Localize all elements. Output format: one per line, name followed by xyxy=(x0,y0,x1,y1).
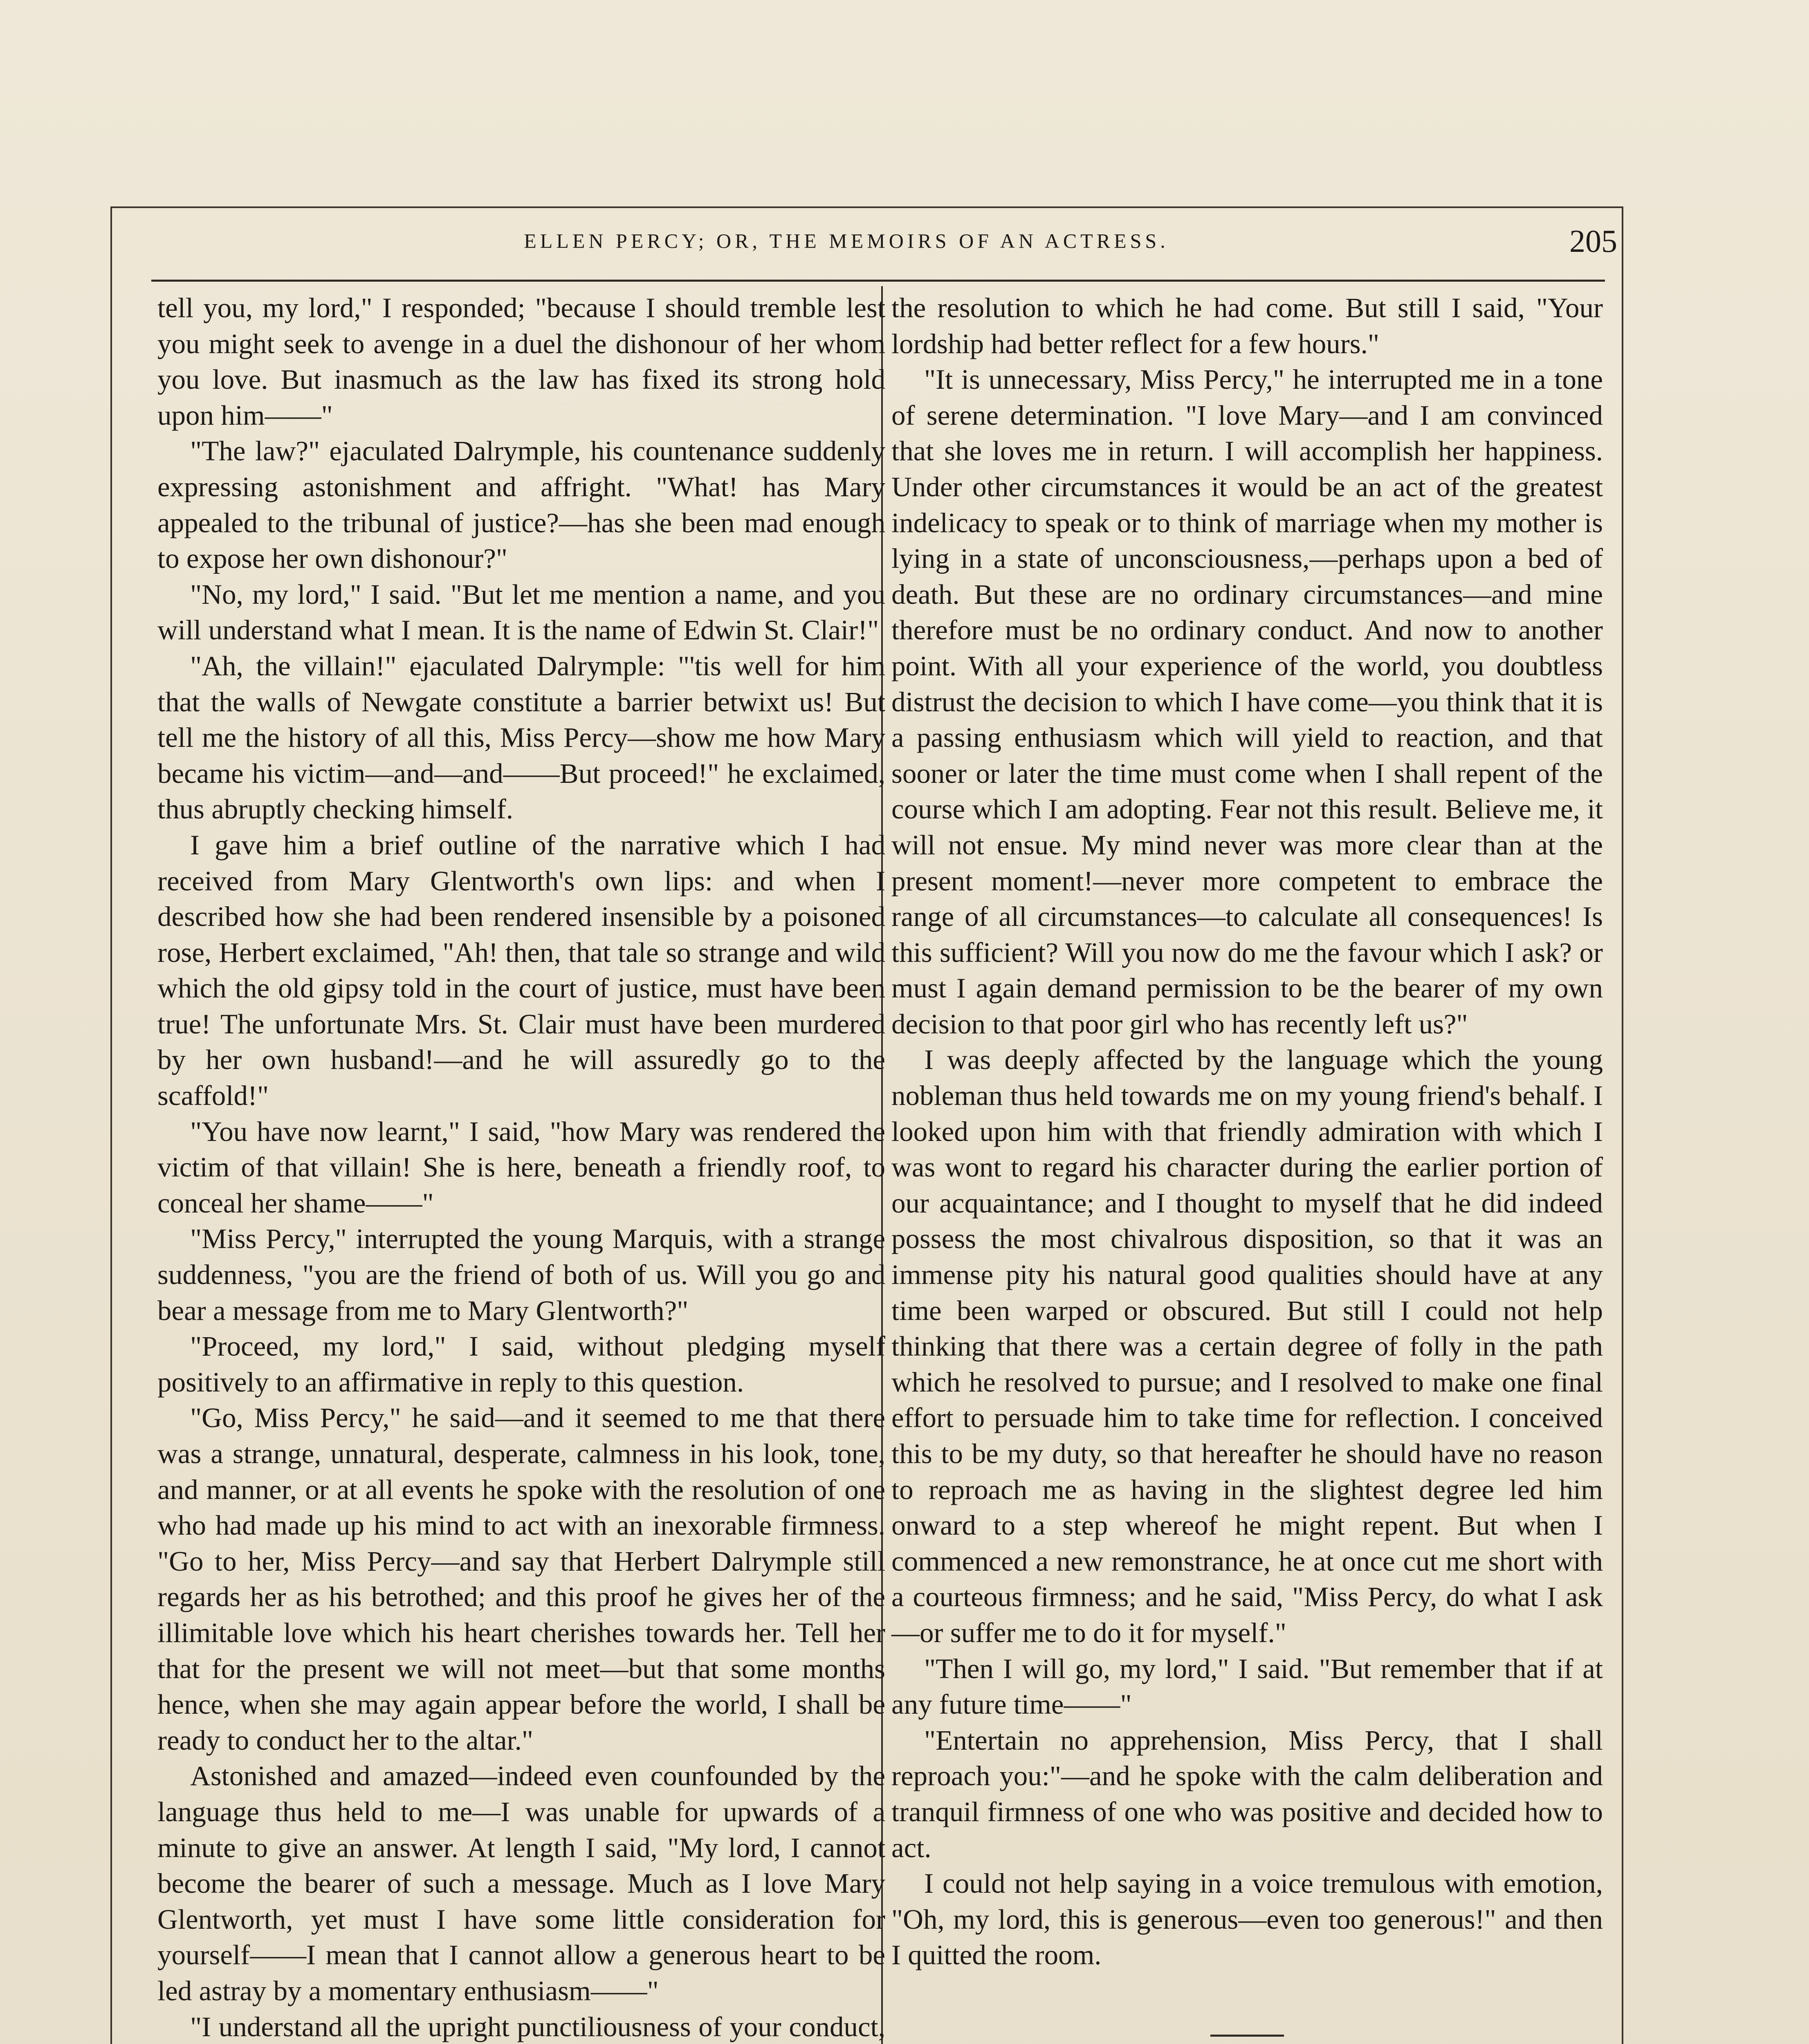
page-border-top xyxy=(110,206,1623,208)
paragraph: "You have now learnt," I said, "how Mary was rendered the victim of that villain! She is here, beneath a friendly roof, to conceal her shame——" xyxy=(157,1116,885,1219)
paragraph: "Entertain no apprehension, Miss Percy, that I shall reproach you:"—and he spoke with the calm deliberation and tranquil firmness of one who was positive and decided how to act. xyxy=(891,1724,1603,1863)
right-column xyxy=(891,290,1603,2044)
section-break-rule xyxy=(1210,2035,1284,2037)
paragraph: I was deeply affected by the language which the young nobleman thus held towards me on my young friend's behalf. I looked upon him with that friendly admiration with which I was wont to regard his character during the earlier portion of our acquaintance; and I thought to myself that he did indeed possess the most chivalrous disposition, so that it was an immense pity his natural good qualities should have at any time been warped or obscured. But still I could not help thinking that there was a certain degree of folly in the path which he resolved to pursue; and I resolved to make one final effort to persuade him to take time for reflection. I conceived this to be my duty, so that hereafter he should have no reason to reproach me as having in the slightest degree led him onward to a step whereof he might repent. But when I commenced a new remonstrance, he at once cut me short with a courteous firmness; and he said, "Miss Percy, do what I ask—or suffer me to do it for myself." xyxy=(891,1044,1603,1648)
header-rule xyxy=(151,280,1605,282)
paragraph: "Go, Miss Percy," he said—and it seemed to me that there was a strange, unnatural, desperate, calmness in his look, tone, and manner, or at all events he spoke with the resolution of one who had made up his mind to act with an inexorable firmness. "Go to her, Miss Percy—and say that Herbert Dalrymple still regards her as his betrothed; and this proof he gives her of the illimitable love which his heart cherishes towards her. Tell her that for the present we will not meet—but that some months hence, when she may again appear before the world, I shall be ready to conduct her to the altar." xyxy=(157,1402,885,1756)
paragraph: "No, my lord," I said. "But let me mention a name, and you will understand what I mean. It is the name of Edwin St. Clair!" xyxy=(157,578,885,646)
paragraph: "I understand all the upright punctiliousness of your conduct, xyxy=(190,2011,885,2042)
page-number: 205 xyxy=(1569,223,1617,259)
paragraph: the resolution to which he had come. But still I said, "Your lordship had better reflect for a few hours." xyxy=(891,292,1603,359)
left-column xyxy=(157,290,885,2044)
paragraph: "Miss Percy," interrupted the young Marquis, with a strange suddenness, "you are the friend of both of us. Will you go and bear a message from me to Mary Glentworth?" xyxy=(157,1223,885,1326)
paragraph: I could not help saying in a voice tremulous with emotion, "Oh, my lord, this is generous—even too generous!" and then I quitted the room. xyxy=(891,1868,1603,1971)
paragraph: Astonished and amazed—indeed even counfounded by the language thus held to me—I was unable for upwards of a minute to give an answer. At length I said, "My lord, I cannot become the bearer of such a message. Much as I love Mary Glentworth, yet must I have some little consideration for yourself——I mean that I cannot allow a generous heart to be led astray by a momentary enthusiasm——" xyxy=(157,1760,885,2006)
paragraph: I gave him a brief outline of the narrative which I had received from Mary Glentworth's own lips: and when I described how she had been rendered insensible by a poisoned rose, Herbert exclaimed, "Ah! then, that tale so strange and wild which the old gipsy told in the court of justice, must have been true! The unfortunate Mrs. St. Clair must have been murdered by her own husband!—and he will assuredly go to the scaffold!" xyxy=(157,829,885,1112)
page-border-right xyxy=(1622,206,1623,2044)
paragraph: "Then I will go, my lord," I said. "But remember that if at any future time——" xyxy=(891,1653,1603,1720)
paragraph: "Ah, the villain!" ejaculated Dalrymple: "'tis well for him that the walls of Newgate constitute a barrier betwixt us! But tell me the history of all this, Miss Percy—show me how Mary became his victim—and—and——But proceed!" he exclaimed, thus abruptly checking himself. xyxy=(157,650,885,825)
paragraph: "It is unnecessary, Miss Percy," he interrupted me in a tone of serene determination. "I love Mary—and I am convinced that she loves me in return. I will accomplish her happiness. Under other circumstances it would be an act of the greatest indelicacy to speak or to think of marriage when my mother is lying in a state of unconsciousness,—perhaps upon a bed of death. But these are no ordinary circumstances—and mine therefore must be no ordinary conduct. And now to another point. With all your experience of the world, you doubtless distrust the decision to which I have come—you think that it is a passing enthusiasm which will yield to reaction, and that sooner or later the time must come when I shall repent of the course which I am adopting. Fear not this result. Believe me, it will not ensue. My mind never was more clear than at the present moment!—never more competent to embrace the range of all circumstances—to calculate all consequences! Is this sufficient? Will you now do me the favour which I ask? or must I again demand permission to be the bearer of my own decision to that poor girl who has recently left us?" xyxy=(891,364,1603,1040)
paragraph: "The law?" ejaculated Dalrymple, his countenance suddenly expressing astonishment and affright. "What! has Mary appealed to the tribunal of justice?—has she been mad enough to expose her own dishonour?" xyxy=(157,435,885,574)
running-title: ELLEN PERCY; OR, THE MEMOIRS OF AN ACTRESS. xyxy=(524,229,1169,252)
page-border-left xyxy=(110,206,112,2044)
paragraph: tell you, my lord," I responded; "because I should tremble lest you might seek to avenge in a duel the dishonour of her whom you love. But inasmuch as the law has fixed its strong hold upon him——" xyxy=(157,292,885,431)
paragraph: "Proceed, my lord," I said, without pledging myself positively to an affirmative in reply to this question. xyxy=(157,1331,885,1398)
